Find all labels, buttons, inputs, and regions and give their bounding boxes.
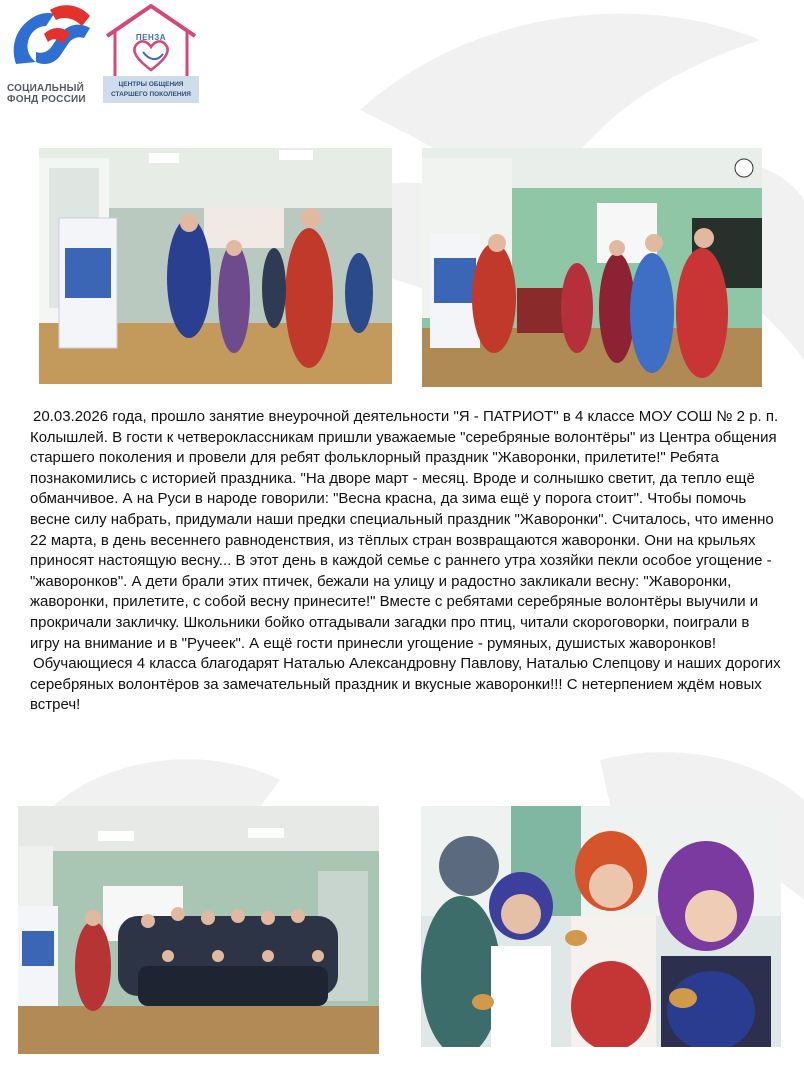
photo-folk-dance xyxy=(39,148,392,384)
classroom-folk-dance-photo-icon xyxy=(39,148,392,384)
article-paragraph: 20.03.2026 года, прошло занятие внеурочной деятельности "Я - ПАТРИОТ" в 4 классе МОУ СОШ № 2 р. п. Колышлей. В гости к четвероклассникам пришли уважаемые "серебряные волонтёры" из Центра общения старшего поколения и провели для ребят фольклорный праздник "Жаворонки, прилетите!" Ребята познакомились с историей праздника. "На дворе март - месяц. Вроде и солнышко светит, да тепло ещё обманчивое. А на Руси в народе говорили: "Весна красна, да зима ещё у порога стоит". Чтобы помочь весне силу набрать, придумали наши предки специальный праздник "Жаворонки". Считалось, что именно 22 марта, в день весеннего равноденствия, из тёплых стран возвращаются жаворонки. Они на крыльях приносят настоящую весну... В этот день в каждой семье с раннего утра хозяйки пекли особое угощение - "жаворонков". А дети брали этих птичек, бежали на улицу и радостно закликали весну: "Жаворонки, жаворонки, прилетите, с собой весну принесите!" Вместе с ребятами серебряные волонтёры выучили и прокричали закличку. Школьники бойко отгадывали загадки про птиц, читали скороговорки, поиграли в игру на внимание и в "Ручеек". А ещё гости принесли угощение - румяных, душистых жаворонков! xyxy=(30,408,779,652)
article-text xyxy=(30,407,782,716)
social-fund-logo-line2: ФОНД РОССИИ xyxy=(7,94,86,105)
social-fund-emblem-icon xyxy=(6,4,92,80)
photo-volunteers-singing xyxy=(422,148,762,387)
photo-girls-larks xyxy=(421,806,781,1047)
penza-city-label: ПЕНЗА xyxy=(135,33,167,42)
penza-logo-line2: СТАРШЕГО ПОКОЛЕНИЯ xyxy=(111,91,191,98)
article-paragraph: Обучающиеся 4 класса благодарят Наталью Александровну Павлову, Наталью Слепцову и наших дорогих серебряных волонтёров за замечательный праздник и вкусные жаворонки!!! С нетерпением ждём новых встреч! xyxy=(30,655,781,714)
group-photo-icon xyxy=(18,806,379,1054)
social-fund-logo xyxy=(6,4,96,104)
header xyxy=(0,0,804,110)
photo-group xyxy=(18,806,379,1054)
girls-with-buns-photo-icon xyxy=(421,806,781,1047)
social-fund-logo-line1: СОЦИАЛЬНЫЙ xyxy=(7,83,84,94)
penza-logo-line1: ЦЕНТРЫ ОБЩЕНИЯ xyxy=(118,81,184,88)
classroom-volunteers-photo-icon xyxy=(422,148,762,387)
penza-centers-logo xyxy=(99,2,203,103)
